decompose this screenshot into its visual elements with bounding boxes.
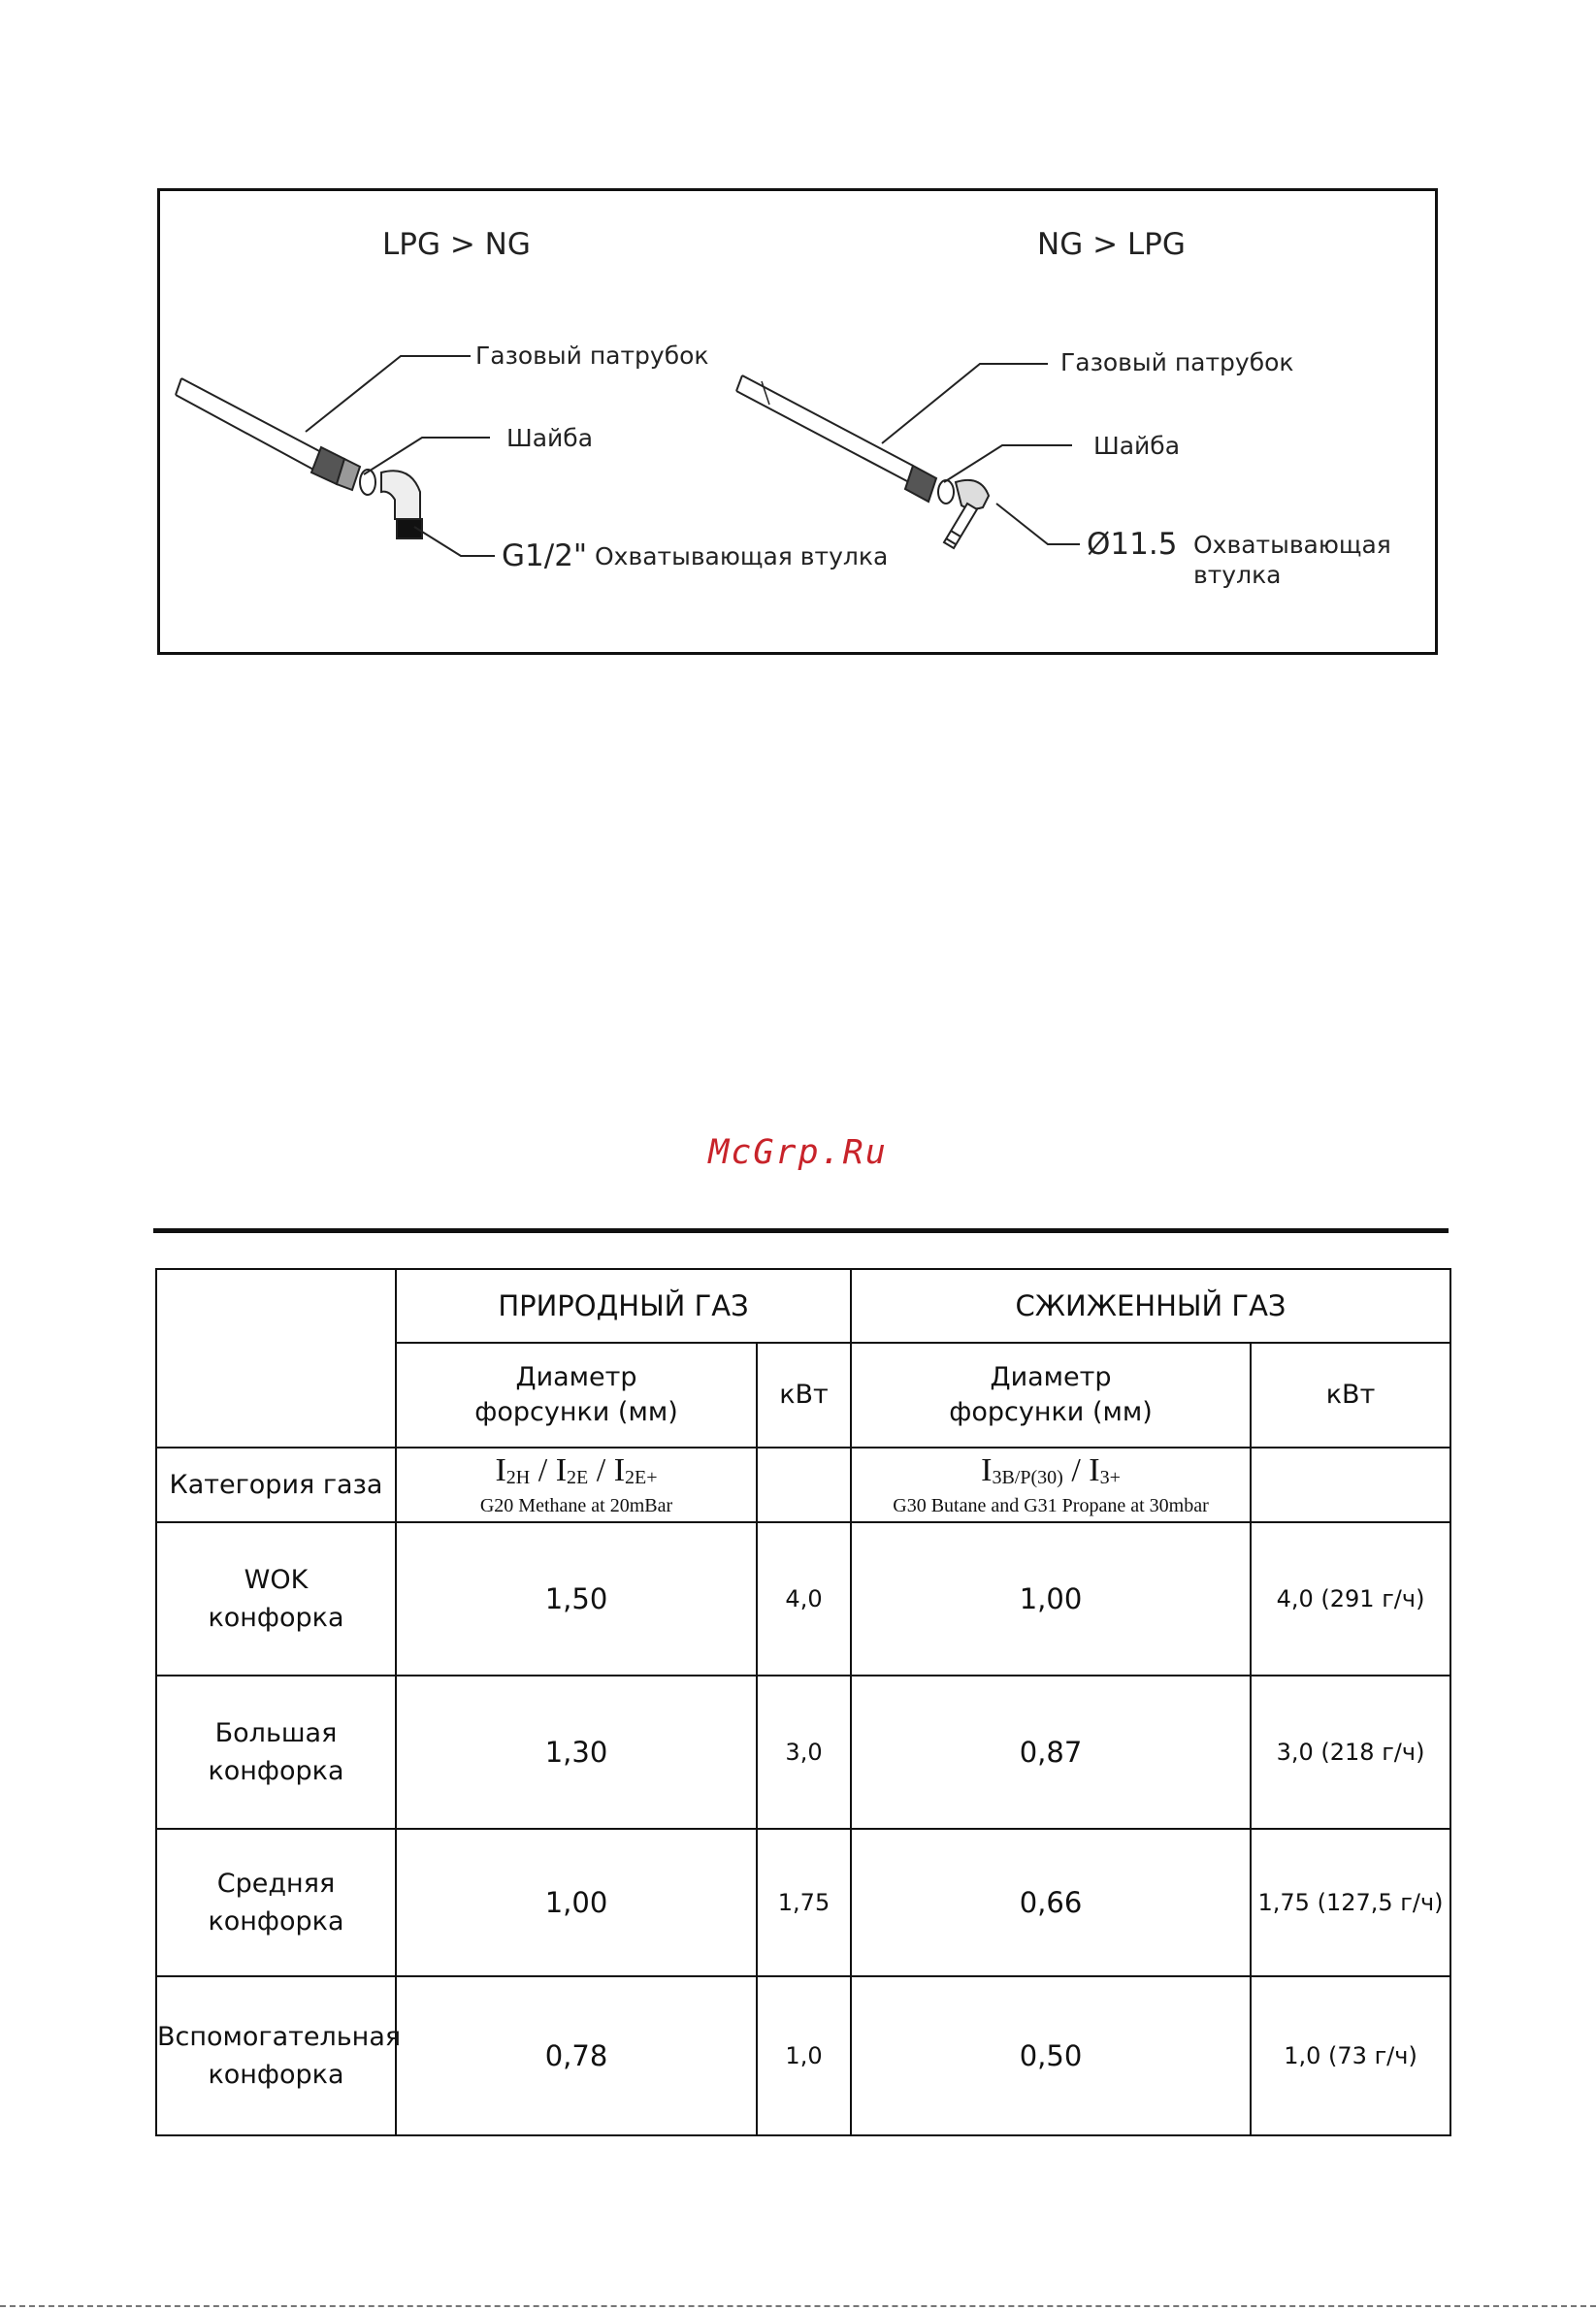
lpg-kw-value: 4,0 (291 г/ч): [1251, 1522, 1450, 1676]
right-size-label: Ø11.5: [1087, 527, 1178, 562]
left-size-label: G1/2": [502, 538, 588, 573]
table-header-row: [156, 1269, 1450, 1343]
table-row: [156, 1522, 1450, 1676]
ng-diameter-value: 1,00: [396, 1829, 757, 1976]
ng-diameter-header-line2: форсунки (мм): [474, 1397, 678, 1427]
ng-kw-value: 1,0: [757, 1976, 851, 2135]
lpg-diameter-header: [851, 1343, 1251, 1448]
ng-category-kw-empty: [757, 1448, 851, 1522]
ng-diameter-value: 1,50: [396, 1522, 757, 1676]
ng-diameter-header: [396, 1343, 757, 1448]
lpg-category-note: G30 Butane and G31 Propane at 30mbar: [893, 1495, 1209, 1516]
lpg-kw-value: 1,0 (73 г/ч): [1251, 1976, 1450, 2135]
lpg-diameter-value: 1,00: [851, 1522, 1251, 1676]
burner-name: Большая конфорка: [156, 1676, 396, 1829]
lpg-diameter-header-line1: Диаметр: [990, 1362, 1112, 1392]
section-divider: [153, 1228, 1449, 1233]
ng-kw-value: 1,75: [757, 1829, 851, 1976]
lpg-diameter-header-line2: форсунки (мм): [949, 1397, 1153, 1427]
right-title: NG > LPG: [1037, 227, 1186, 262]
lpg-category-codes: $I_{3B/P(30)} / I_{3+}$: [981, 1452, 1121, 1488]
ng-diameter-header-line1: Диаметр: [515, 1362, 637, 1392]
lpg-diameter-value: 0,87: [851, 1676, 1251, 1829]
conversion-diagram: [157, 188, 1438, 655]
ng-kw-value: 3,0: [757, 1676, 851, 1829]
ng-category-codes: $I_{2H} / I_{2E} / I_{2E+}$: [495, 1452, 658, 1488]
header-natural-gas: ПРИРОДНЫЙ ГАЗ: [396, 1269, 851, 1343]
table-row: [156, 1829, 1450, 1976]
lpg-kw-header: кВт: [1251, 1343, 1450, 1448]
page-cut-line: [0, 2305, 1596, 2307]
right-sleeve-label-1: Охватывающая: [1193, 531, 1391, 559]
table-row: [156, 1676, 1450, 1829]
lpg-category-cell: [851, 1448, 1251, 1522]
lpg-kw-value: 3,0 (218 г/ч): [1251, 1676, 1450, 1829]
right-sleeve-label-2: втулка: [1193, 561, 1282, 589]
left-washer-label: Шайба: [506, 424, 594, 452]
ng-category-note: G20 Methane at 20mBar: [479, 1495, 673, 1516]
right-nozzle-label: Газовый патрубок: [1060, 348, 1294, 376]
ng-category-cell: [396, 1448, 757, 1522]
burner-name: Вспомогательная конфорка: [156, 1976, 396, 2135]
ng-diameter-value: 0,78: [396, 1976, 757, 2135]
left-nozzle-label: Газовый патрубок: [475, 342, 709, 370]
ng-diameter-value: 1,30: [396, 1676, 757, 1829]
left-title: LPG > NG: [382, 227, 531, 262]
corner-cell: [156, 1269, 396, 1448]
ng-kw-header: кВт: [757, 1343, 851, 1448]
burner-name: Средняя конфорка: [156, 1829, 396, 1976]
burner-name: WOK конфорка: [156, 1522, 396, 1676]
lpg-diameter-value: 0,50: [851, 1976, 1251, 2135]
left-sleeve-label: Охватывающая втулка: [595, 542, 889, 570]
header-lpg: СЖИЖЕННЫЙ ГАЗ: [851, 1269, 1450, 1343]
injector-spec-table: [155, 1268, 1451, 2136]
gas-category-label: Категория газа: [156, 1448, 396, 1522]
table-row: [156, 1976, 1450, 2135]
watermark: McGrp.Ru: [708, 1133, 888, 1172]
gas-category-row: [156, 1448, 1450, 1522]
lpg-category-kw-empty: [1251, 1448, 1450, 1522]
lpg-diameter-value: 0,66: [851, 1829, 1251, 1976]
lpg-kw-value: 1,75 (127,5 г/ч): [1251, 1829, 1450, 1976]
ng-kw-value: 4,0: [757, 1522, 851, 1676]
right-washer-label: Шайба: [1093, 432, 1181, 460]
